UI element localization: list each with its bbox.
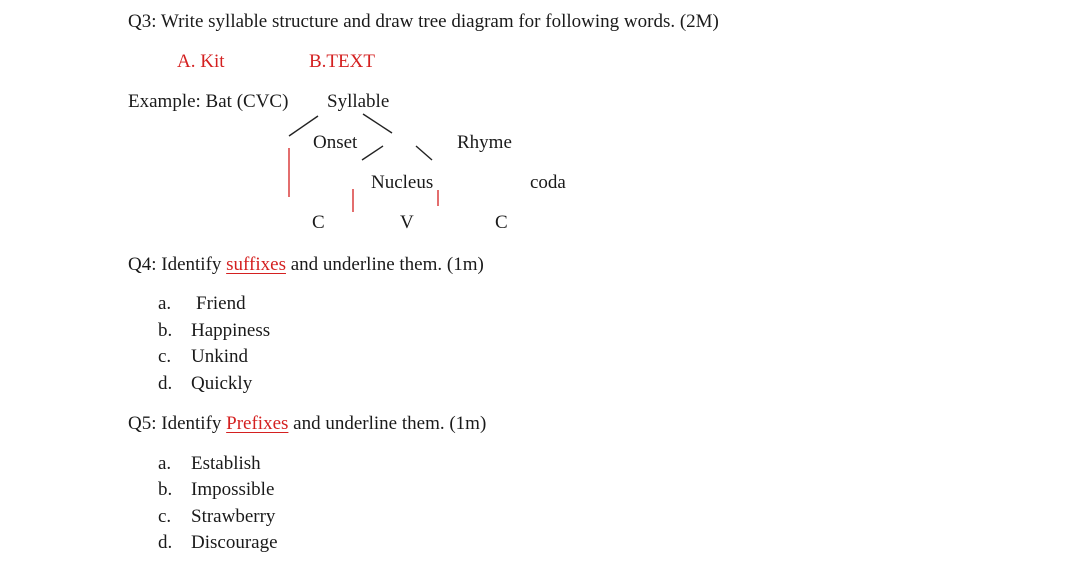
branch-rhyme-coda xyxy=(416,146,432,160)
q5-keyword: Prefixes xyxy=(226,413,289,434)
q5-title-pre: Q5: Identify xyxy=(128,413,227,434)
q4-item-c xyxy=(158,347,248,366)
q5-item-c xyxy=(158,507,275,526)
branch-syllable-onset xyxy=(289,116,318,136)
branch-rhyme-nucleus xyxy=(362,146,383,160)
list-label: b. xyxy=(158,479,173,500)
example-label: Example: Bat (CVC) xyxy=(128,91,289,112)
branch-syllable-rhyme xyxy=(363,114,392,133)
q3-title: Q3: Write syllable structure and draw tree diagram for following words. (2M) xyxy=(128,11,719,32)
q4-item-b xyxy=(158,321,270,340)
q4-title xyxy=(128,255,484,274)
list-label: c. xyxy=(158,506,172,527)
tree-node-onset: Onset xyxy=(313,132,358,153)
list-label: d. xyxy=(158,532,173,553)
q4-title-pre: Q4: Identify xyxy=(128,254,227,275)
tree-leaf-v: V xyxy=(400,212,414,233)
list-word: Strawberry xyxy=(191,506,276,527)
list-word: Friend xyxy=(196,293,246,314)
list-label: d. xyxy=(158,373,173,394)
q5-title xyxy=(128,414,486,433)
q5-title-post: and underline them. (1m) xyxy=(288,413,487,434)
list-word: Happiness xyxy=(191,320,271,341)
list-word: Establish xyxy=(191,453,261,474)
tree-leaf-c1: C xyxy=(312,212,325,233)
q3-word-a: A. Kit xyxy=(177,51,225,72)
q4-title-post: and underline them. (1m) xyxy=(285,254,484,275)
list-label: a. xyxy=(158,293,172,314)
q3-word-b: B.TEXT xyxy=(309,51,375,72)
q5-item-a xyxy=(158,454,261,473)
list-label: a. xyxy=(158,453,172,474)
tree-node-syllable: Syllable xyxy=(327,91,390,112)
list-word: Unkind xyxy=(191,346,248,367)
q4-item-d xyxy=(158,374,252,393)
tree-node-rhyme: Rhyme xyxy=(457,132,512,153)
q4-keyword: suffixes xyxy=(226,254,286,275)
q5-item-d xyxy=(158,533,278,552)
tree-node-nucleus: Nucleus xyxy=(371,172,434,193)
list-word: Impossible xyxy=(191,479,275,500)
list-word: Discourage xyxy=(191,532,278,553)
q5-item-b xyxy=(158,480,274,499)
tree-leaf-c2: C xyxy=(495,212,508,233)
list-label: c. xyxy=(158,346,172,367)
tree-node-coda: coda xyxy=(530,172,566,193)
q4-item-a xyxy=(158,294,246,313)
list-label: b. xyxy=(158,320,173,341)
list-word: Quickly xyxy=(191,373,253,394)
